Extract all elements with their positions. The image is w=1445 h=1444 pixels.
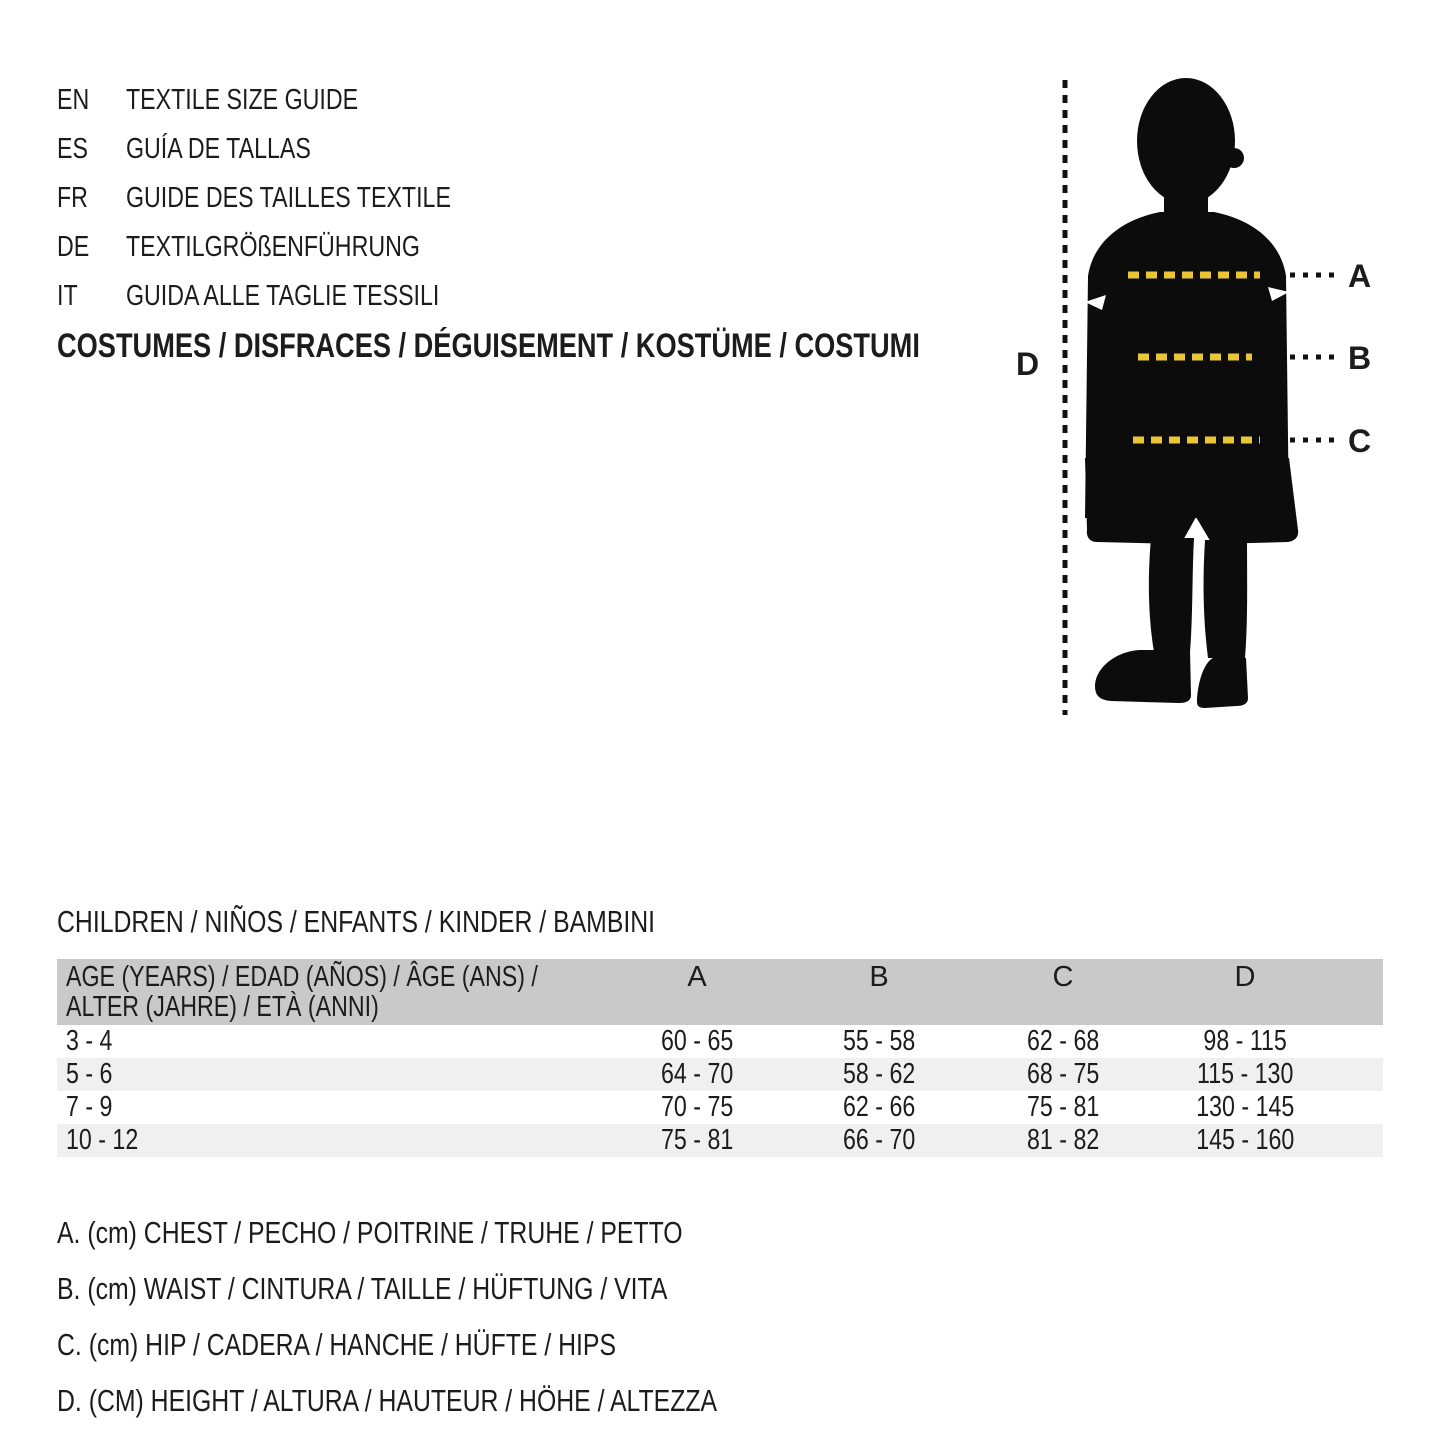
table-row (57, 1058, 1383, 1091)
height-value: 130 - 145 (1195, 1091, 1295, 1123)
language-row-es (57, 125, 532, 174)
measure-label-c: C (1348, 423, 1372, 459)
height-value: 145 - 160 (1195, 1124, 1295, 1156)
measure-label-a: A (1348, 258, 1372, 294)
height-value: 115 - 130 (1196, 1058, 1294, 1090)
language-title: GUIDE DES TAILLES TEXTILE (126, 182, 451, 214)
language-row-en (57, 76, 532, 125)
chest-value: 75 - 81 (660, 1124, 734, 1156)
silhouette-left-leg (1149, 538, 1194, 652)
chest-value: 60 - 65 (660, 1025, 734, 1057)
language-title: GUÍA DE TALLAS (126, 133, 311, 165)
legend-chest: A. (cm) CHEST / PECHO / POITRINE / TRUHE / PETTO (57, 1215, 683, 1250)
size-table (57, 959, 1383, 1157)
age-value: 10 - 12 (66, 1124, 139, 1156)
language-row-de (57, 223, 532, 272)
language-code: ES (57, 133, 88, 165)
legend-height: D. (CM) HEIGHT / ALTURA / HAUTEUR / HÖHE / ALTEZZA (57, 1383, 718, 1418)
silhouette-ear (1224, 148, 1244, 168)
measurement-diagram (1000, 40, 1445, 730)
language-title-list (57, 76, 532, 321)
age-header-line1: AGE (YEARS) / EDAD (AÑOS) / ÂGE (ANS) / (66, 961, 538, 993)
silhouette-right-shoe (1197, 658, 1248, 708)
hip-value: 81 - 82 (1026, 1124, 1100, 1156)
language-code: DE (57, 231, 90, 263)
age-column-header (57, 962, 606, 1025)
hip-value: 75 - 81 (1026, 1091, 1100, 1123)
language-code: IT (57, 280, 78, 312)
height-value: 98 - 115 (1203, 1025, 1287, 1057)
language-title: TEXTILGRÖßENFÜHRUNG (126, 231, 420, 263)
legend-hip: C. (cm) HIP / CADERA / HANCHE / HÜFTE / HIPS (57, 1327, 616, 1362)
child-silhouette (1085, 78, 1298, 708)
column-header-c: C (1052, 961, 1074, 993)
language-row-fr (57, 174, 532, 223)
language-row-it (57, 272, 532, 321)
measure-label-d: D (1016, 346, 1040, 382)
table-header (57, 959, 1383, 1025)
age-value: 5 - 6 (66, 1058, 113, 1090)
measurement-legend (57, 1205, 882, 1429)
table-row (57, 1124, 1383, 1157)
language-title: GUIDA ALLE TAGLIE TESSILI (126, 280, 440, 312)
age-header-line2: ALTER (JAHRE) / ETÀ (ANNI) (66, 991, 379, 1023)
language-code: FR (57, 182, 88, 214)
language-title: TEXTILE SIZE GUIDE (126, 84, 359, 116)
hip-value: 68 - 75 (1026, 1058, 1100, 1090)
age-value: 7 - 9 (66, 1091, 113, 1123)
section-heading: CHILDREN / NIÑOS / ENFANTS / KINDER / BAMBINI (57, 904, 656, 939)
hip-value: 62 - 68 (1026, 1025, 1100, 1057)
chest-value: 64 - 70 (660, 1058, 734, 1090)
chest-value: 70 - 75 (660, 1091, 734, 1123)
age-value: 3 - 4 (66, 1025, 113, 1057)
language-code: EN (57, 84, 90, 116)
silhouette-right-leg (1204, 540, 1248, 658)
table-row (57, 1025, 1383, 1058)
waist-value: 62 - 66 (842, 1091, 916, 1123)
silhouette-left-shoe (1095, 650, 1191, 703)
measure-label-b: B (1348, 340, 1372, 376)
legend-waist: B. (cm) WAIST / CINTURA / TAILLE / HÜFTUNG / VITA (57, 1271, 668, 1306)
waist-value: 55 - 58 (842, 1025, 916, 1057)
column-header-b: B (869, 961, 889, 993)
column-header-d: D (1234, 961, 1256, 993)
column-header-a: A (687, 961, 707, 993)
waist-value: 66 - 70 (842, 1124, 916, 1156)
waist-value: 58 - 62 (842, 1058, 916, 1090)
category-heading: COSTUMES / DISFRACES / DÉGUISEMENT / KOSTÜME / COSTUMI (57, 327, 920, 365)
table-row (57, 1091, 1383, 1124)
silhouette-shorts (1085, 458, 1298, 544)
